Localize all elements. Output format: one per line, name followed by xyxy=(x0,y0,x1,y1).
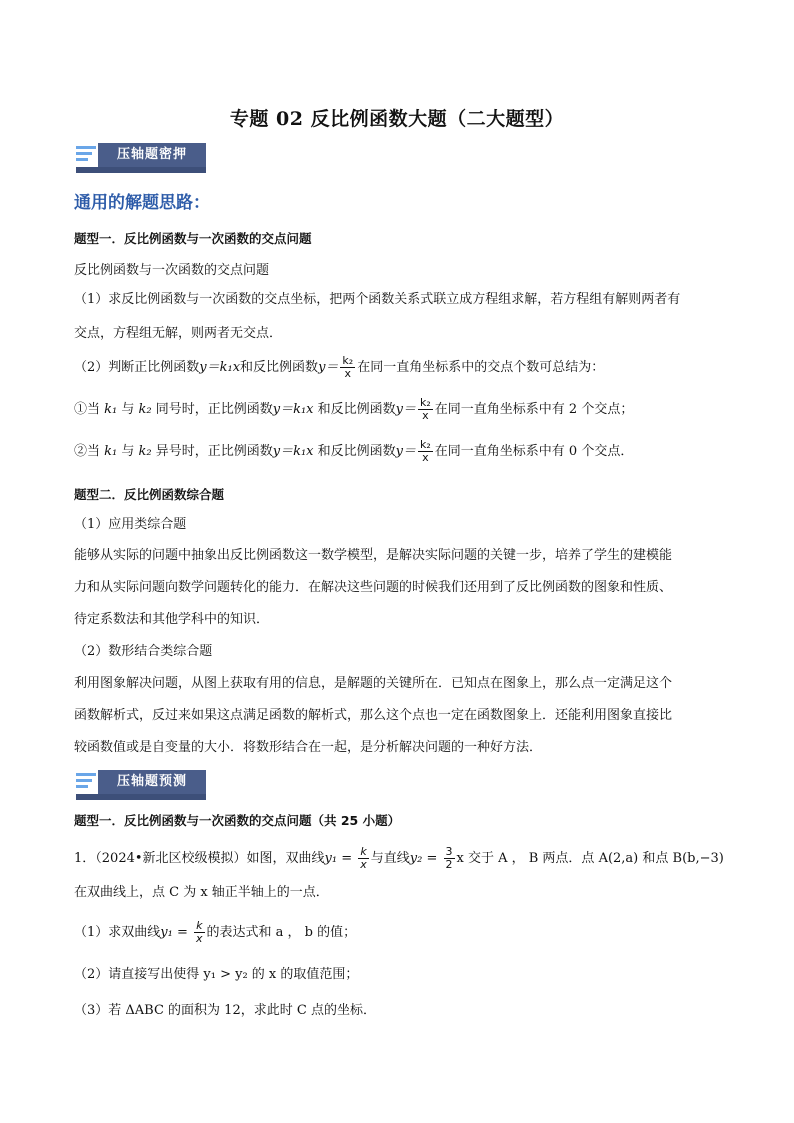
question-1-line-2: 在双曲线上，点 C 为 x 轴正半轴上的一点． xyxy=(74,885,329,900)
banner-label: 压轴题密押 xyxy=(98,143,206,167)
fraction-k-over-x: $\frac{k}{x}$ xyxy=(360,845,367,871)
banner-stripes-icon xyxy=(76,146,98,164)
type2-heading: 题型二．反比例函数综合题 xyxy=(74,487,225,502)
paragraph-line: 利用图象解决问题，从图上获取有用的信息，是解题的关键所在．已知点在图象上，那么点一定满足这个 xyxy=(74,676,673,691)
paragraph-line-p2: （2）判断正比例函数y＝k₁x和反比例函数y＝ $\frac{\text{k₂}}{x}$ 在同一直角坐标系中的交点个数可总结为： xyxy=(74,354,605,380)
type1-subtitle: 反比例函数与一次函数的交点问题 xyxy=(74,263,270,278)
banner-label: 压轴题预测 xyxy=(98,770,206,794)
paragraph-line: 函数解析式，反过来如果这点满足函数的解析式，那么这个点也一定在函数图象上．还能利用图象直接比 xyxy=(74,708,673,723)
type1-heading: 题型一．反比例函数与一次函数的交点问题 xyxy=(74,231,312,246)
page-title: 专题 02 反比例函数大题（二大题型） xyxy=(229,108,565,130)
banner-yazhou-mima xyxy=(76,143,206,173)
section-heading: 通用的解题思路： xyxy=(74,193,210,213)
paragraph-line: 能够从实际的问题中抽象出反比例函数这一数学模型，是解决实际问题的关键一步，培养了学生的建模能 xyxy=(74,548,673,563)
paragraph-line: （1）求反比例函数与一次函数的交点坐标，把两个函数关系式联立成方程组求解，若方程组有解则两者有 xyxy=(74,292,681,307)
question-section-heading: 题型一．反比例函数与一次函数的交点问题（共 25 小题） xyxy=(74,813,401,828)
question-1-sub-2: （2）请直接写出使得 y₁ > y₂ 的 x 的取值范围； xyxy=(74,967,359,982)
fraction-k2-over-x: $\frac{\text{k₂}}{x}$ xyxy=(420,438,431,464)
question-1-sub-1: （1）求双曲线y₁ = $\frac{k}{x}$ 的表达式和 a ， b 的值； xyxy=(74,919,357,945)
question-1-sub-3: （3）若 ΔABC 的面积为 12，求此时 C 点的坐标． xyxy=(74,1003,376,1018)
fraction-k2-over-x: $\frac{\text{k₂}}{x}$ xyxy=(420,396,431,422)
banner-yazhou-yuce xyxy=(76,770,206,800)
type2-subtitle-1: （1）应用类综合题 xyxy=(74,517,187,532)
type2-subtitle-2: （2）数形结合类综合题 xyxy=(74,644,213,659)
fraction-k-over-x: $\frac{k}{x}$ xyxy=(196,919,203,945)
banner-stripes-icon xyxy=(76,773,98,791)
case-1-line: ①当 k₁ 与 k₂ 同号时，正比例函数y＝k₁x 和反比例函数y＝ $\frac{\text{k₂}}{x}$ 在同一直角坐标系中有 2 个交点； xyxy=(74,396,634,422)
paragraph-line: 待定系数法和其他学科中的知识． xyxy=(74,612,270,627)
paragraph-line: 交点，方程组无解，则两者无交点． xyxy=(74,326,283,341)
paragraph-line: 较函数值或是自变量的大小．将数形结合在一起，是分析解决问题的一种好方法． xyxy=(74,740,543,755)
fraction-k2-over-x: $\frac{\text{k₂}}{x}$ xyxy=(342,354,354,380)
paragraph-line: 力和从实际问题向数学问题转化的能力．在解决这些问题的时候我们还用到了反比例函数的图象和性质、 xyxy=(74,580,673,595)
case-2-line: ②当 k₁ 与 k₂ 异号时，正比例函数y＝k₁x 和反比例函数y＝ $\frac{\text{k₂}}{x}$ 在同一直角坐标系中有 0 个交点． xyxy=(74,438,634,464)
question-1-line-1: 1．（2024•新北区校级模拟）如图，双曲线y₁ = $\frac{k}{x}$ 与直线y₂ = $\frac{3}{2}$ x 交于 A ， B 两点．点 A(2,a) 和点 B(b,−3) xyxy=(74,845,724,871)
fraction-3-over-2: $\frac{3}{2}$ xyxy=(445,845,453,871)
